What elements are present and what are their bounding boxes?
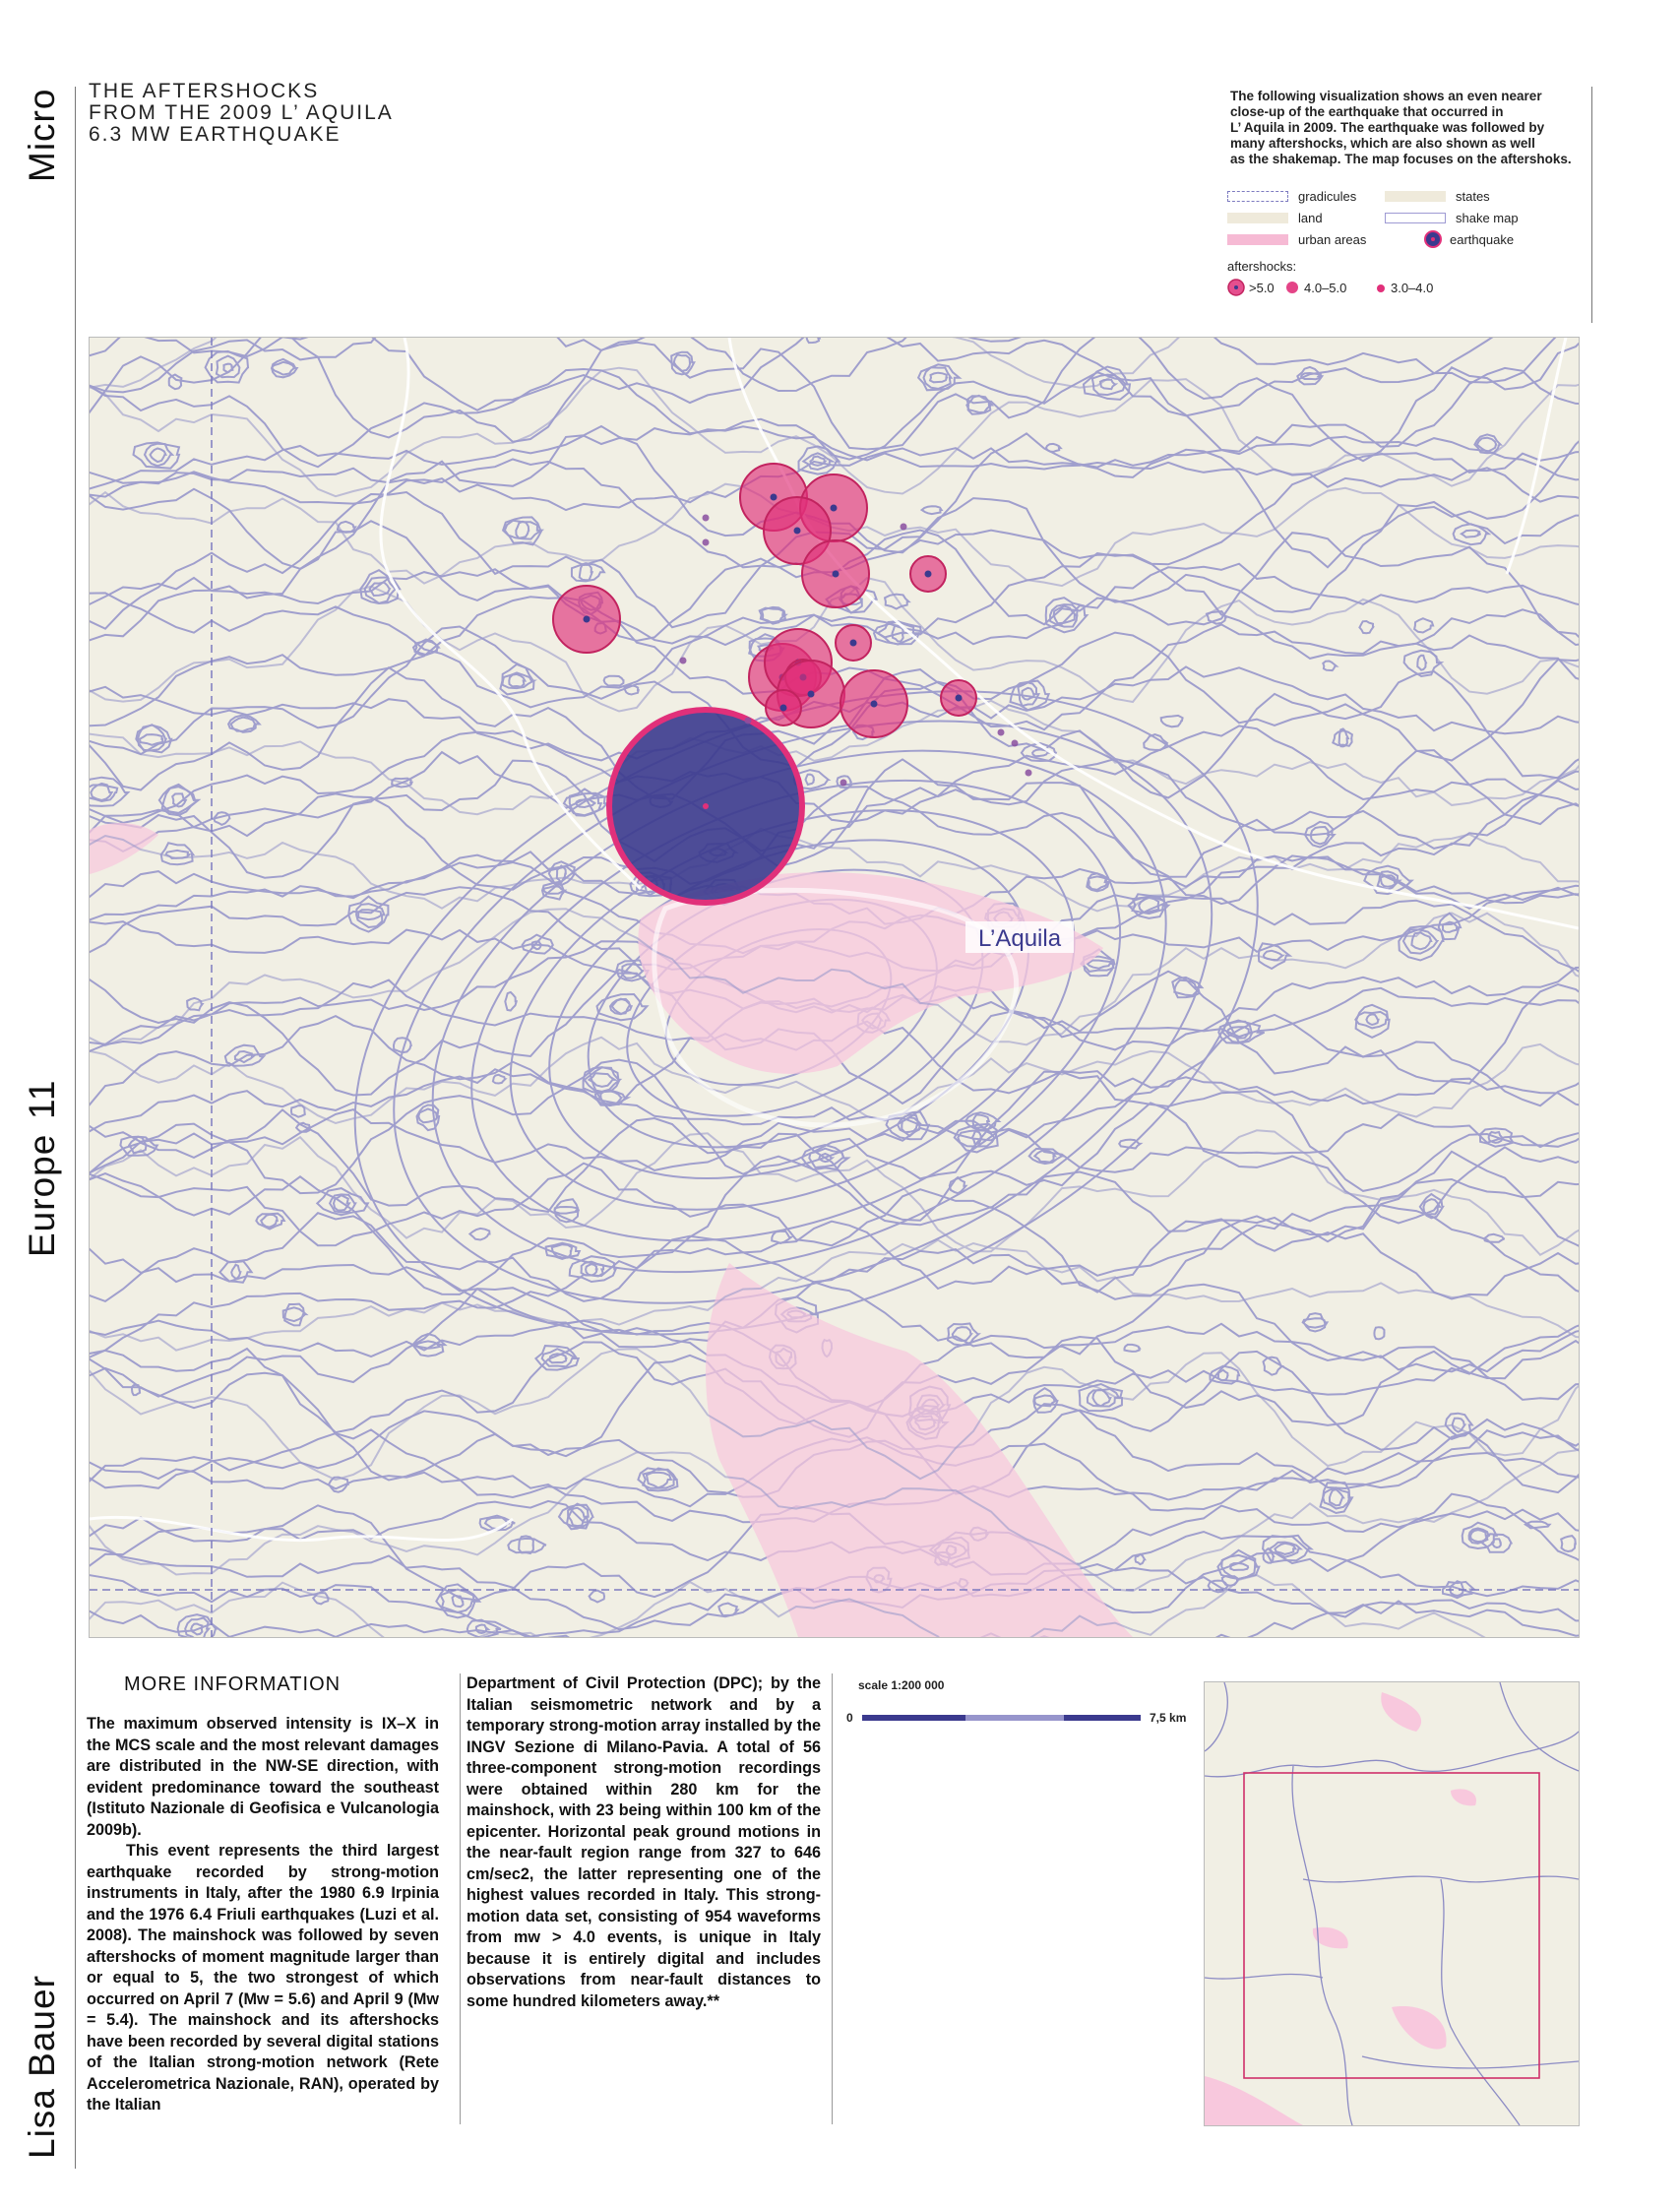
paragraph: This event represents the third largest earthquake recorded by strong-motion instruments in Italy, after the 1980 6.9 Irpinia and the 1976 6.4 Friuli earthquakes (Luzi et al. 2008). The mainshock was followed by seven aftershocks of moment magnitude larger than or equal to 5, the two strongest of which occurred on April 7 (Mw = 5.6) and April 9 (Mw = 5.4). The mainshock and its aftershocks have been recorded by several digital stations of the Italian strong-motion network (Rete Accelerometrica Nazionale, RAN), operated by the Italian <box>87 1842 439 2114</box>
paragraph: Department of Civil Protection (DPC); by the Italian seismometric network and by a temporary strong-motion array installed by the INGV Sezione di Milano-Pavia. A total of 56 three-component strong-motion recordings were obtained within 280 km for the mainshock, with 23 being within 100 km of the epicenter. Horizontal peak ground motions in the near-fault region range from 327 to 646 cm/sec2, the latter representing one of the highest values recorded in Italy. This strong-motion data set, consisting of 954 waveforms from mw > 4.0 events, is unique in Italy because it is entirely digital and includes observations from near-fault distances to some hundred kilometers away.** <box>467 1674 821 2010</box>
legend-label: 3.0–4.0 <box>1391 281 1434 295</box>
scale-label: scale 1:200 000 <box>858 1678 945 1692</box>
legend-aftershock-small <box>1375 281 1433 295</box>
legend-label: shake map <box>1456 211 1519 225</box>
column-rule-1 <box>460 1673 461 2124</box>
legend-label: 4.0–5.0 <box>1304 280 1347 295</box>
more-info-heading: MORE INFORMATION <box>124 1673 342 1695</box>
legend-aftershocks-title <box>1227 259 1296 274</box>
intro-text <box>1230 89 1594 167</box>
intro-line: The following visualization shows an even nearer <box>1230 89 1542 103</box>
section-label: Micro <box>22 88 62 182</box>
legend-aftershock-medium <box>1284 280 1346 295</box>
intro-line: many aftershocks, which are also shown as well <box>1230 136 1535 151</box>
aftershock-epicenter <box>794 528 801 535</box>
aftershock-small <box>680 658 687 664</box>
locator-map <box>1204 1681 1580 2126</box>
more-info-column-1 <box>87 1714 439 2116</box>
legend-urban-areas <box>1227 232 1366 247</box>
aftershock-small <box>1026 770 1032 777</box>
aftershock-epicenter <box>850 640 857 647</box>
legend-label: aftershocks: <box>1227 259 1297 274</box>
aftershock-epicenter <box>780 705 787 712</box>
intro-line: L’ Aquila in 2009. The earthquake was followed by <box>1230 120 1545 135</box>
map-canvas <box>90 338 1579 1637</box>
aftershock-epicenter <box>833 571 840 578</box>
states-swatch <box>1385 191 1446 202</box>
aftershock-epicenter <box>925 571 932 578</box>
scale-start: 0 <box>846 1711 853 1725</box>
scale-segment <box>965 1715 1064 1721</box>
mainshock-epicenter <box>703 803 709 809</box>
aftershock-small <box>703 515 710 522</box>
locator-land <box>1205 1682 1579 2125</box>
aftershock-epicenter <box>808 691 815 698</box>
scale-end: 7,5 km <box>1150 1711 1187 1725</box>
large-aftershock-symbol <box>1227 279 1245 296</box>
city-label: L’Aquila <box>978 925 1062 952</box>
legend-states <box>1385 189 1490 204</box>
margin-rule <box>75 87 76 2169</box>
legend-label: gradicules <box>1298 189 1357 204</box>
legend-gradicules <box>1227 189 1356 204</box>
aftershock-epicenter <box>956 695 963 702</box>
aftershock-epicenter <box>871 701 878 708</box>
aftershock-small <box>745 718 752 725</box>
title-line-3: 6.3 MW EARTHQUAKE <box>89 123 342 146</box>
locator-canvas <box>1205 1682 1579 2125</box>
aftershock-epicenter <box>771 494 778 501</box>
legend-shake-map <box>1385 211 1519 225</box>
author-label: Lisa Bauer <box>22 1975 62 2159</box>
medium-aftershock-symbol <box>1284 280 1300 295</box>
column-rule-2 <box>832 1673 833 2124</box>
scale-segment <box>862 1715 965 1721</box>
aftershock-epicenter <box>831 505 838 512</box>
legend-label: states <box>1456 189 1490 204</box>
aftershock-small <box>1012 740 1019 747</box>
more-info-column-2 <box>467 1673 821 2012</box>
urban-swatch <box>1227 234 1288 245</box>
earthquake-symbol <box>1424 230 1442 248</box>
legend-label: >5.0 <box>1249 280 1275 295</box>
aftershock-small <box>998 729 1005 736</box>
continent-label: Europe <box>22 1133 62 1257</box>
scale-segment <box>1064 1715 1141 1721</box>
legend-label: land <box>1298 211 1323 225</box>
intro-line: close-up of the earthquake that occurred in <box>1230 104 1504 119</box>
page-number: 11 <box>22 1079 62 1119</box>
legend-earthquake <box>1424 230 1514 248</box>
legend-land <box>1227 211 1323 225</box>
gradicules-swatch <box>1227 191 1288 202</box>
page-title <box>89 81 394 146</box>
aftershock-small <box>703 539 710 546</box>
aftershock-epicenter <box>584 616 591 623</box>
paragraph: The maximum observed intensity is IX–X in the MCS scale and the most relevant damages are distributed in the NW-SE direction, with evident predominance toward the southeast (Istituto Nazionale di Geofisica e Vulcanologia 2009b). <box>87 1715 439 1839</box>
land-swatch <box>1227 213 1288 223</box>
title-line-1: THE AFTERSHOCKS <box>89 80 320 102</box>
intro-line: as the shakemap. The map focuses on the aftershoks. <box>1230 152 1572 166</box>
legend-label: urban areas <box>1298 232 1367 247</box>
small-aftershock-symbol <box>1375 283 1387 294</box>
legend-label: earthquake <box>1450 231 1515 247</box>
shake-map-swatch <box>1385 213 1446 223</box>
aftershock-map <box>89 337 1580 1638</box>
title-line-2: FROM THE 2009 L’ AQUILA <box>89 101 394 124</box>
aftershock-small <box>840 780 847 787</box>
aftershock-small <box>901 524 907 531</box>
legend-aftershock-large <box>1227 279 1275 296</box>
